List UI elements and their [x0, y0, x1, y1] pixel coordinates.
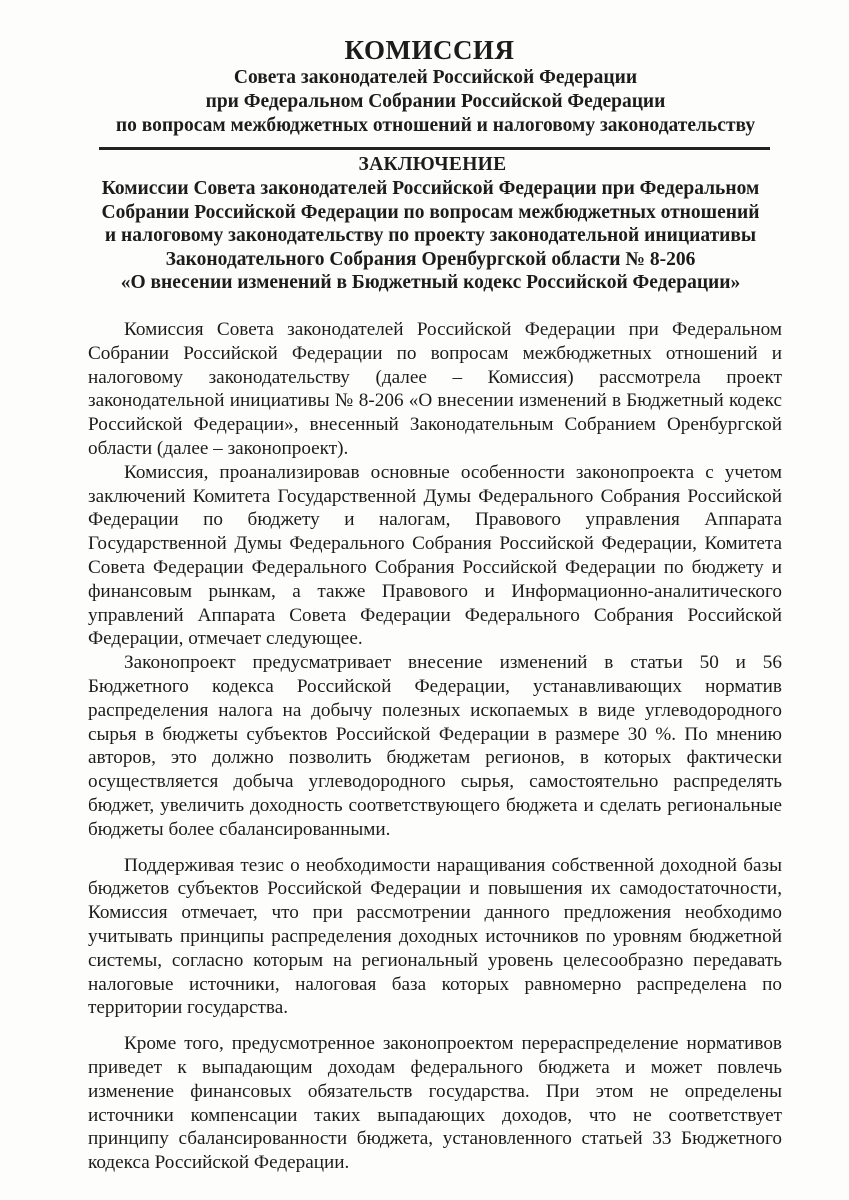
paragraph-2: Комиссия, проанализировав основные особенности законопроекта с учетом заключений Комитета Государственной Думы Федерального Собрания Российской Федерации по бюджету и налогам, Правового управления Аппарата Государственной Думы Федерального Собрания Российской Федерации, Комитета Совета Федерации Федерального Собрания Российской Федерации по бюджету и финансовым рынкам, а также Правового и Информационно-аналитического управлений Аппарата Совета Федерации Федерального Собрания Российской Федерации, отмечает следующее. [88, 461, 782, 650]
letterhead-divider [99, 147, 770, 150]
paragraph-3: Законопроект предусматривает внесение изменений в статьи 50 и 56 Бюджетного кодекса Российской Федерации, устанавливающих норматив распределения налога на добычу полезных ископаемых в виде углеводородного сырья в бюджеты субъектов Российской Федерации в размере 30 %. По мнению авторов, это должно позволить бюджетам регионов, в которых фактически осуществляется добыча углеводородного сырья, самостоятельно распределять бюджет, увеличить доходность соответствующего бюджета и сделать региональные бюджеты более сбалансированными. [88, 652, 782, 840]
conclusion-title: ЗАКЛЮЧЕНИЕ [358, 154, 507, 175]
letterhead-line-3: по вопросам межбюджетных отношений и налоговому законодательству [115, 115, 756, 136]
letterhead-line-2: при Федеральном Собрании Российской Федерации [205, 91, 666, 112]
conclusion-subtitle-line-3: и налоговому законодательству по проекту законодательной инициативы [104, 225, 757, 246]
conclusion-heading [0, 153, 849, 295]
paragraph-4: Поддерживая тезис о необходимости наращивания собственной доходной базы бюджетов субъектов Российской Федерации и повышения их самодостаточности, Комиссия отмечает, что при рассмотрении данного предложения необходимо учитывать принципы распределения доходных источников по уровням бюджетной системы, согласно которым на региональный уровень целесообразно передавать налоговые источники, налоговая база которых равномерно распределена по территории государства. [88, 854, 782, 1019]
paragraph-5: Кроме того, предусмотренное законопроектом перераспределение нормативов приведет к выпадающим доходам федерального бюджета и может повлечь изменение финансовых обязательств государства. При этом не определены источники компенсации таких выпадающих доходов, что не соответствует принципу сбалансированности бюджета, установленного статьей 33 Бюджетного кодекса Российской Федерации. [88, 1033, 782, 1174]
conclusion-subtitle-line-5: «О внесении изменений в Бюджетный кодекс Российской Федерации» [120, 272, 741, 293]
conclusion-subtitle-line-1: Комиссии Совета законодателей Российской Федерации при Федеральном [101, 178, 760, 199]
commission-title: КОМИССИЯ [344, 35, 515, 65]
conclusion-subtitle-line-4: Законодательного Собрания Оренбургской области № 8-206 [165, 248, 696, 270]
letterhead-line-1: Совета законодателей Российской Федерации [233, 67, 638, 88]
document-body [88, 318, 782, 1175]
conclusion-subtitle-line-2: Собрании Российской Федерации по вопросам межбюджетных отношений [101, 201, 760, 223]
letterhead [0, 34, 849, 138]
paragraph-1: Комиссия Совета законодателей Российской Федерации при Федеральном Собрании Российской Федерации по вопросам межбюджетных отношений и налоговому законодательству (далее – Комиссия) рассмотрела проект законодательной инициативы № 8-206 «О внесении изменений в Бюджетный кодекс Российской Федерации», внесенный Законодательным Собранием Оренбургской области (далее – законопроект). [88, 319, 782, 459]
